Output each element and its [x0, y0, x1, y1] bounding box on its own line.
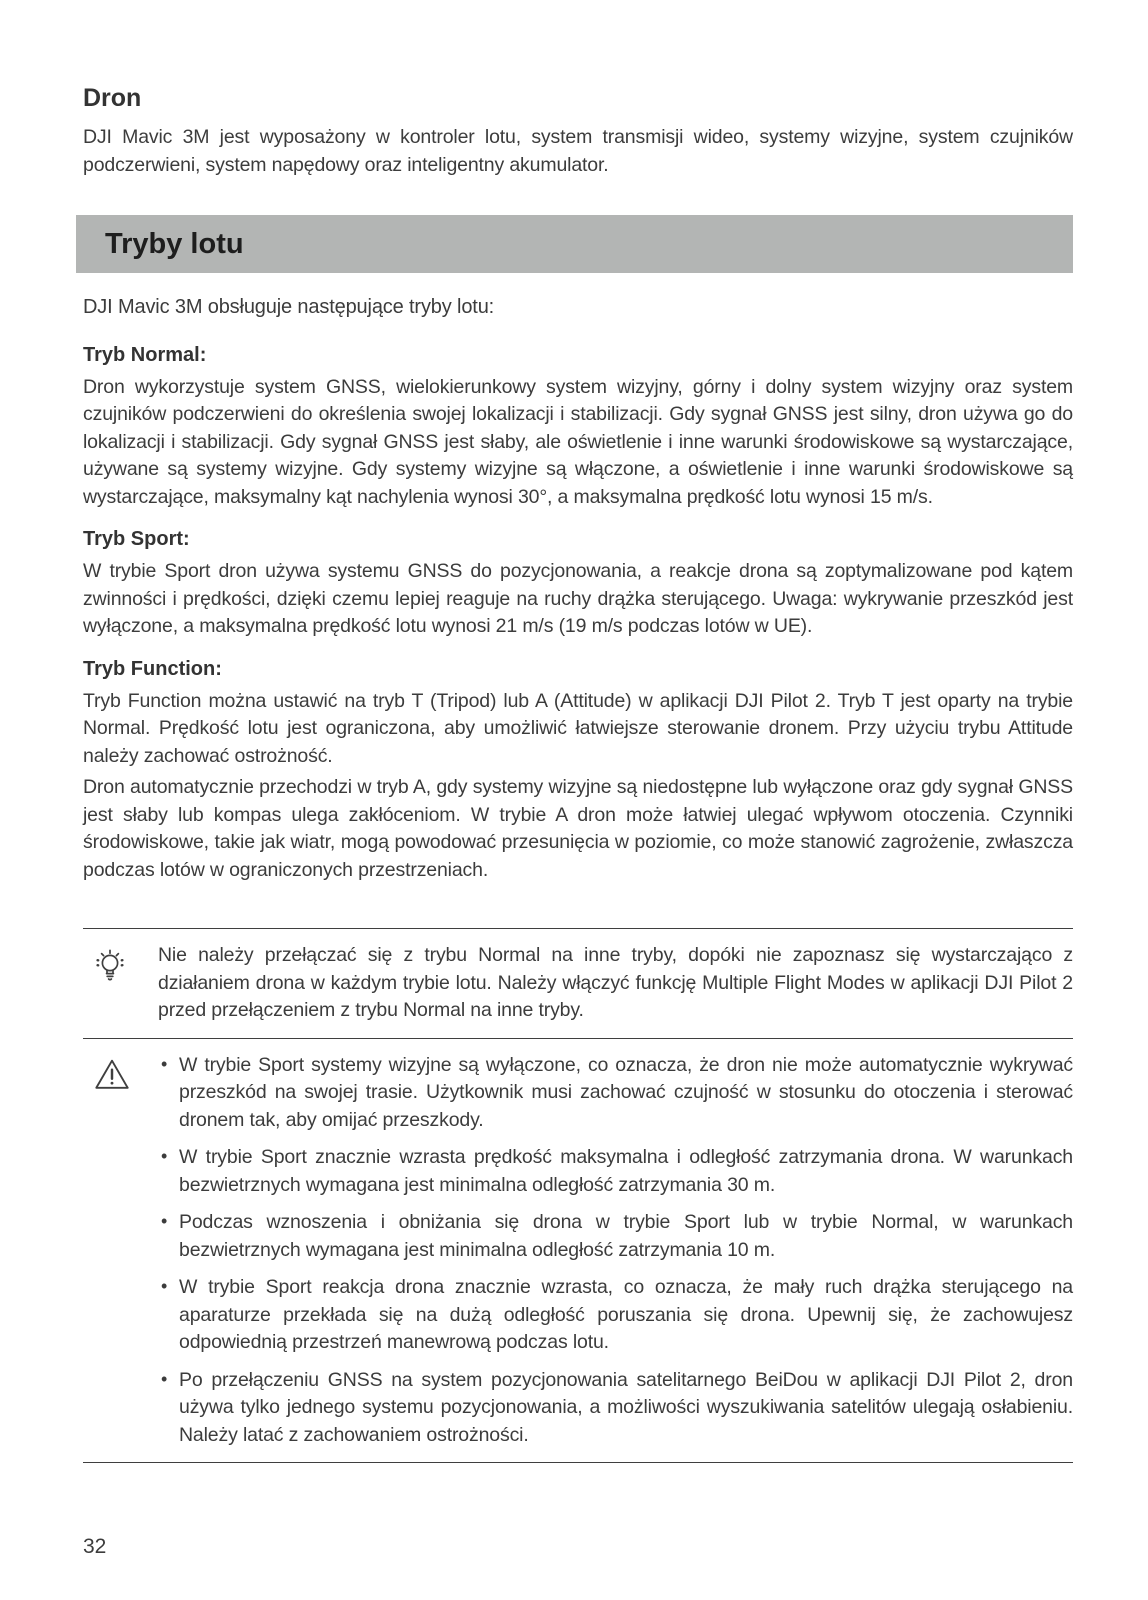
warning-list [158, 1052, 1073, 1450]
warning-item: • Podczas wznoszenia i obniżania się drona w trybie Sport lub w trybie Normal, w warunkach bezwietrznych wymagana jest minimalna odległość zatrzymania 10 m. [158, 1209, 1073, 1264]
subheading-tryb-normal: Tryb Normal: [83, 343, 207, 366]
warning-icon-column [83, 1052, 158, 1450]
section-banner [76, 215, 1073, 273]
lightbulb-icon [93, 973, 127, 990]
warning-item: • W trybie Sport reakcja drona znacznie wzrasta, co oznacza, że mały ruch drążka sterującego na aparaturze przekłada się na dużą odległość poruszania się drona. Upewnij się, że zachowujesz odpowiednią przestrzeń manewrową podczas lotu. [158, 1274, 1073, 1357]
tip-icon-column [83, 942, 158, 1025]
page-number: 32 [83, 1535, 107, 1558]
paragraph-tryb-sport: W trybie Sport dron używa systemu GNSS do pozycjonowania, a reakcje drona są zoptymalizowane pod kątem zwinności i prędkości, dzięki czemu lepiej reaguje na ruchy drążka sterującego. Uwaga: wykrywanie przeszkód jest wyłączone, a maksymalna prędkość lotu wynosi 21 m/s (19 m/s podczas lotów w UE). [83, 560, 1073, 637]
section-banner-label: Tryby lotu [105, 227, 244, 260]
warning-note [83, 1039, 1073, 1463]
paragraph-tryb-normal: Dron wykorzystuje system GNSS, wielokierunkowy system wizyjny, górny i dolny system wizyjny oraz system czujników podczerwieni do określenia swojej lokalizacji i stabilizacji. Gdy sygnał GNSS jest silny, dron używa go do lokalizacji i stabilizacji. Gdy sygnał GNSS jest słaby, ale oświetlenie i inne warunki środowiskowe są wystarczające, używane są systemy wizyjne. Gdy systemy wizyjne są włączone, a oświetlenie i inne warunki środowiskowe są wystarczające, maksymalny kąt nachylenia wynosi 30°, a maksymalna prędkość lotu wynosi 15 m/s. [83, 375, 1073, 508]
paragraph-tryb-function-1: Tryb Function można ustawić na tryb T (Tripod) lub A (Attitude) w aplikacji DJI Pilot 2. Tryb T jest oparty na trybie Normal. Prędkość lotu jest ograniczona, aby umożliwić łatwiejsze sterowanie dronem. Przy użyciu trybu Attitude należy zachować ostrożność. [83, 689, 1073, 767]
warning-item: • W trybie Sport znacznie wzrasta prędkość maksymalna i odległość zatrzymania drona. W warunkach bezwietrznych wymagana jest minimalna odległość zatrzymania 30 m. [158, 1144, 1073, 1199]
paragraph-tryb-function-2: Dron automatycznie przechodzi w tryb A, gdy systemy wizyjne są niedostępne lub wyłączone oraz gdy sygnał GNSS jest słaby lub kompas ulega zakłóceniom. W trybie A dron może łatwiej ulegać wpływom otoczenia. Czynniki środowiskowe, takie jak wiatr, mogą powodować przesunięcia w poziomie, co może stanowić zagrożenie, zwłaszcza podczas lotów w ograniczonych przestrzeniach. [83, 776, 1073, 881]
warning-item: • W trybie Sport systemy wizyjne są wyłączone, co oznacza, że dron nie może automatycznie wykrywać przeszkód na swojej trasie. Użytkownik musi zachować czujność w stosunku do otoczenia i sterować dronem tak, aby omijać przeszkody. [158, 1052, 1073, 1135]
intro-paragraph: DJI Mavic 3M jest wyposażony w kontroler lotu, system transmisji wideo, systemy wizyjne, system czujników podczerwieni, system napędowy oraz inteligentny akumulator. [83, 126, 1073, 176]
modes-intro-text: DJI Mavic 3M obsługuje następujące tryby lotu: [83, 296, 495, 318]
warning-triangle-icon [93, 1079, 131, 1096]
tip-note [83, 929, 1073, 1038]
tip-text: Nie należy przełączać się z trybu Normal na inne tryby, dopóki nie zapoznasz się wystarczająco z działaniem drona w każdym trybie lotu. Należy włączyć funkcję Multiple Flight Modes w aplikacji DJI Pilot 2 przed przełączeniem z trybu Normal na inne tryby. [158, 944, 1073, 1021]
page-title: Dron [83, 84, 142, 112]
subheading-tryb-function: Tryb Function: [83, 657, 222, 680]
divider [83, 1462, 1073, 1463]
subheading-tryb-sport: Tryb Sport: [83, 528, 190, 550]
warning-item: • Po przełączeniu GNSS na system pozycjonowania satelitarnego BeiDou w aplikacji DJI Pilot 2, dron używa tylko jednego systemu pozycjonowania, a możliwości wyszukiwania satelitów ulegają osłabieniu. Należy latać z zachowaniem ostrożności. [158, 1367, 1073, 1450]
